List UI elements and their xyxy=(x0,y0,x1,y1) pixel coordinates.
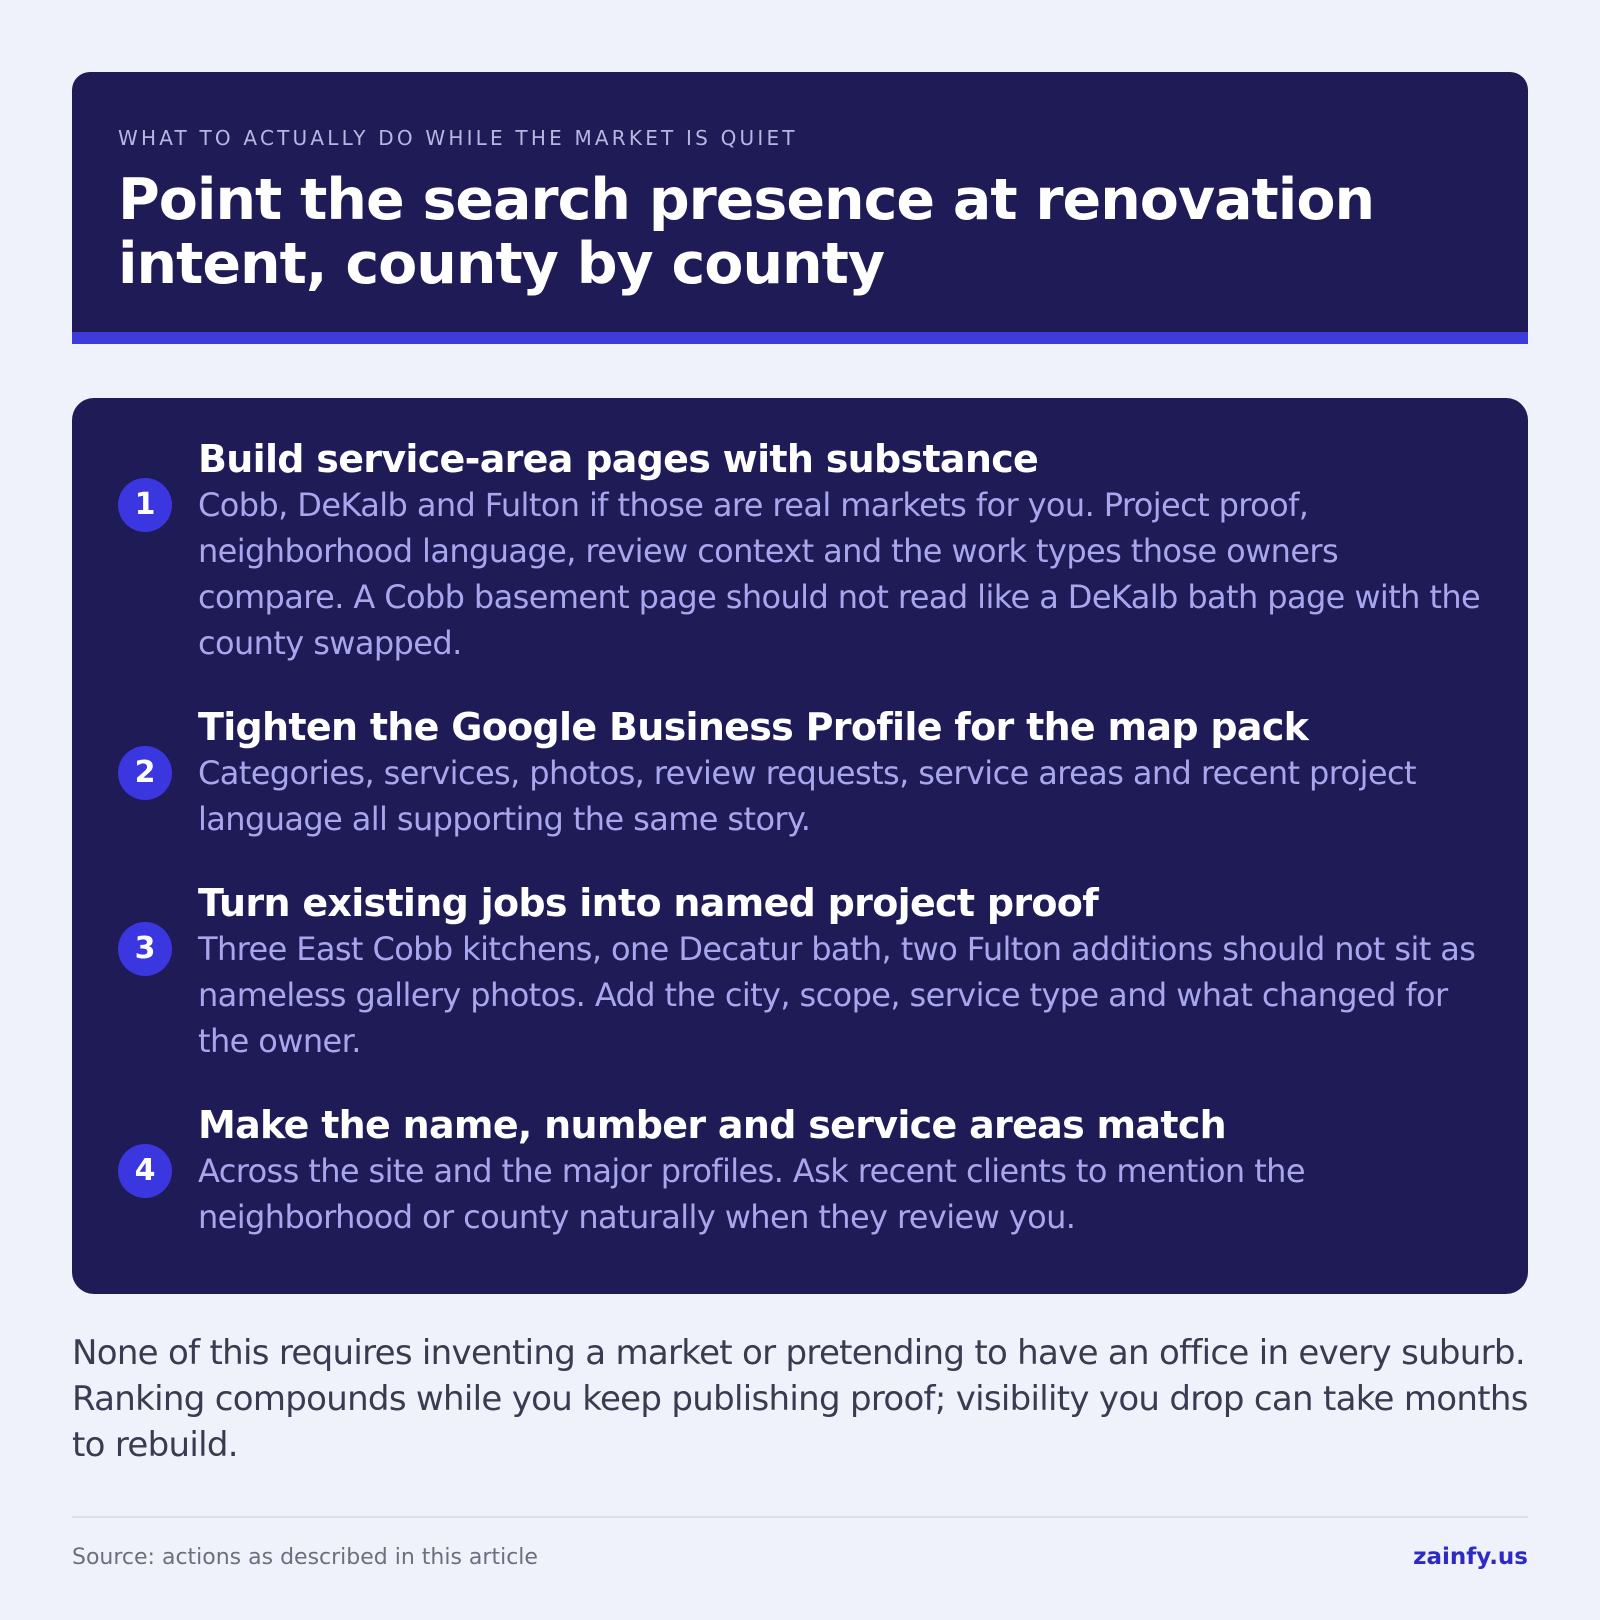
step-item-4 xyxy=(118,1102,1488,1240)
step-number-badge: 2 xyxy=(118,746,172,800)
step-number-badge: 3 xyxy=(118,922,172,976)
step-item-2 xyxy=(118,704,1488,842)
step-number-badge: 4 xyxy=(118,1144,172,1198)
step-content xyxy=(198,704,1488,842)
step-content xyxy=(198,1102,1488,1240)
step-title: Build service-area pages with substance xyxy=(198,437,1039,481)
closing-paragraph: None of this requires inventing a market or pretending to have an office in every suburb. Ranking compounds while you keep publishing proof; visibility you drop can take months to rebuild. xyxy=(72,1333,1528,1465)
footer-divider xyxy=(72,1516,1528,1518)
step-content xyxy=(198,436,1488,666)
step-title: Tighten the Google Business Profile for the map pack xyxy=(198,705,1309,749)
eyebrow-label: WHAT TO ACTUALLY DO WHILE THE MARKET IS QUIET xyxy=(118,126,798,150)
step-title: Make the name, number and service areas match xyxy=(198,1103,1227,1147)
step-body: Cobb, DeKalb and Fulton if those are real markets for you. Project proof, neighborhood language, review context and the work types those owners compare. A Cobb basement page should not read like a DeKalb bath page with the county swapped. xyxy=(198,486,1481,662)
step-number-badge: 1 xyxy=(118,478,172,532)
source-note: Source: actions as described in this article xyxy=(72,1545,538,1570)
steps-card xyxy=(72,398,1528,1294)
step-body: Three East Cobb kitchens, one Decatur bath, two Fulton additions should not sit as nameless gallery photos. Add the city, scope, service type and what changed for the owner. xyxy=(198,930,1476,1060)
step-body: Categories, services, photos, review requests, service areas and recent project language all supporting the same story. xyxy=(198,754,1416,838)
brand-link[interactable]: zainfy.us xyxy=(1413,1544,1528,1570)
step-title: Turn existing jobs into named project proof xyxy=(198,881,1099,925)
step-item-3 xyxy=(118,880,1488,1064)
step-content xyxy=(198,880,1488,1064)
header-banner xyxy=(72,72,1528,344)
step-body: Across the site and the major profiles. Ask recent clients to mention the neighborhood or county naturally when they review you. xyxy=(198,1152,1305,1236)
page-title: Point the search presence at renovation intent, county by county xyxy=(118,167,1375,297)
step-item-1 xyxy=(118,436,1488,666)
